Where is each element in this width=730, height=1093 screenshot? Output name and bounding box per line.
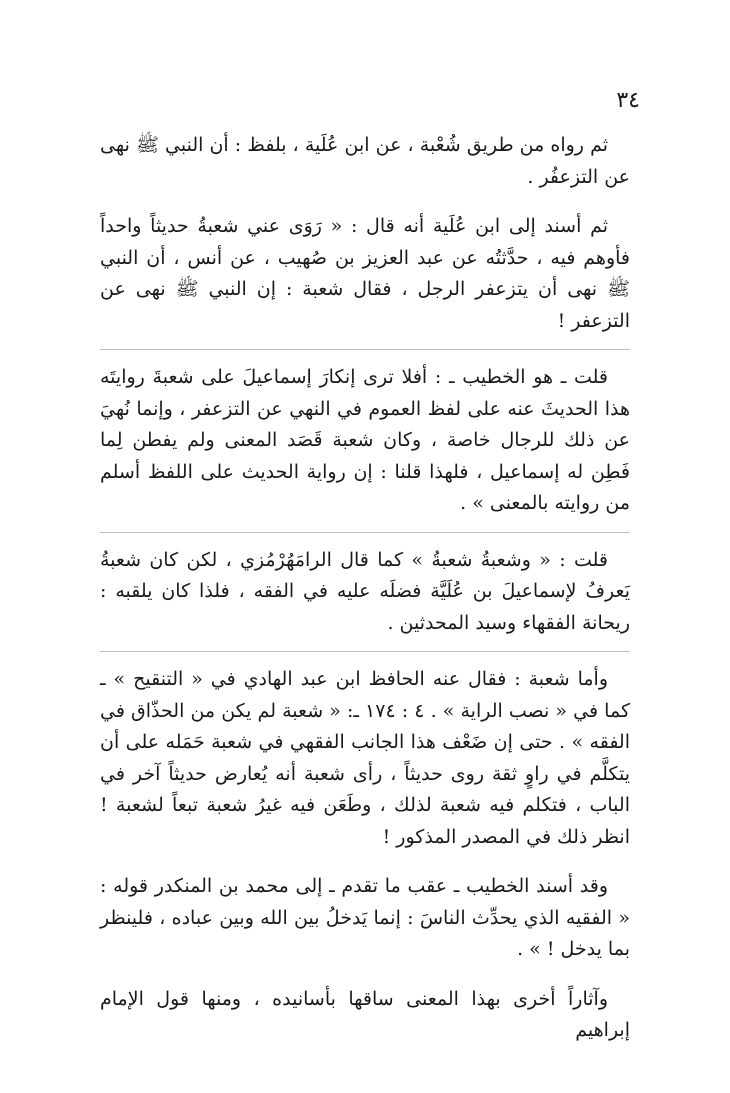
paragraph-6: وقد أسند الخطيب ـ عقب ما تقدم ـ إلى محمد بن المنكدر قوله : « الفقيه الذي يحدِّث الناسَ : إنما يَدخلُ بين الله وبين عباده ، فلينظر بما يدخل ! » . (100, 875, 630, 960)
paragraph-1: ثم رواه من طريق شُعْبة ، عن ابن عُلَية ، بلفظ : أن النبي ﷺ نهى عن التزعفُر . (100, 134, 630, 188)
paragraph-3: قلت ـ هو الخطيب ـ : أفلا ترى إنكارَ إسماعيلَ على شعبةَ روايتَه هذا الحديثَ عنه على لفظ العموم في النهي عن التزعفر ، وإنما نُهيَ عن ذلك للرجال خاصة ، وكان شعبة قَصَد المعنى ولم يفطن لِما فَطِن له إسماعيل ، فلهذا قلنا : إن رواية الحديث على اللفظ أسلم من روايته بالمعنى » . (100, 366, 630, 514)
paragraph-4: قلت : « وشعبةُ شعبةُ » كما قال الرامَهُرْمُزي ، لكن كان شعبةُ يَعرفُ لإسماعيلَ بن عُلَيَّة فضلَه عليه في الفقه ، فلذا كان يلقبه : ريحانة الفقهاء وسيد المحدثين . (100, 548, 630, 634)
paragraph-7: وآثاراً أخرى بهذا المعنى ساقها بأسانيده ، ومنها قول الإمام إبراهيم (100, 987, 630, 1041)
divider-3 (100, 651, 630, 652)
page-number: ٣٤ (616, 88, 640, 113)
divider-2 (100, 532, 630, 533)
divider-1 (100, 349, 630, 350)
paragraph-5: وأما شعبة : فقال عنه الحافظ ابن عبد الهادي في « التنقيح » ـ كما في « نصب الراية » . ٤ : ١٧٤ ـ: « شعبة لم يكن من الحذّاق في الفقه » . حتى إن ضَعْف هذا الجانب الفقهي في شعبة حَمَله على أن يتكلَّم في راوٍ ثقة روى حديثاً ، رأى شعبة أنه يُعارض حديثاً آخر في الباب ، فتكلم فيه شعبة لذلك ، وطَعَن فيه غيرُ شعبة تبعاً لشعبة ! انظر ذلك في المصدر المذكور ! (100, 668, 631, 848)
paragraph-2: ثم أسند إلى ابن عُلَية أنه قال : « رَوَى عني شعبةُ حديثاً واحداً فأوهم فيه ، حدَّثتُه عن عبد العزيز بن صُهيب ، عن أنس ، أن النبي ﷺ نهى أن يتزعفر الرجل ، فقال شعبة : إن النبي ﷺ نهى عن التزعفر ! (100, 215, 630, 332)
page-body (100, 130, 630, 1047)
